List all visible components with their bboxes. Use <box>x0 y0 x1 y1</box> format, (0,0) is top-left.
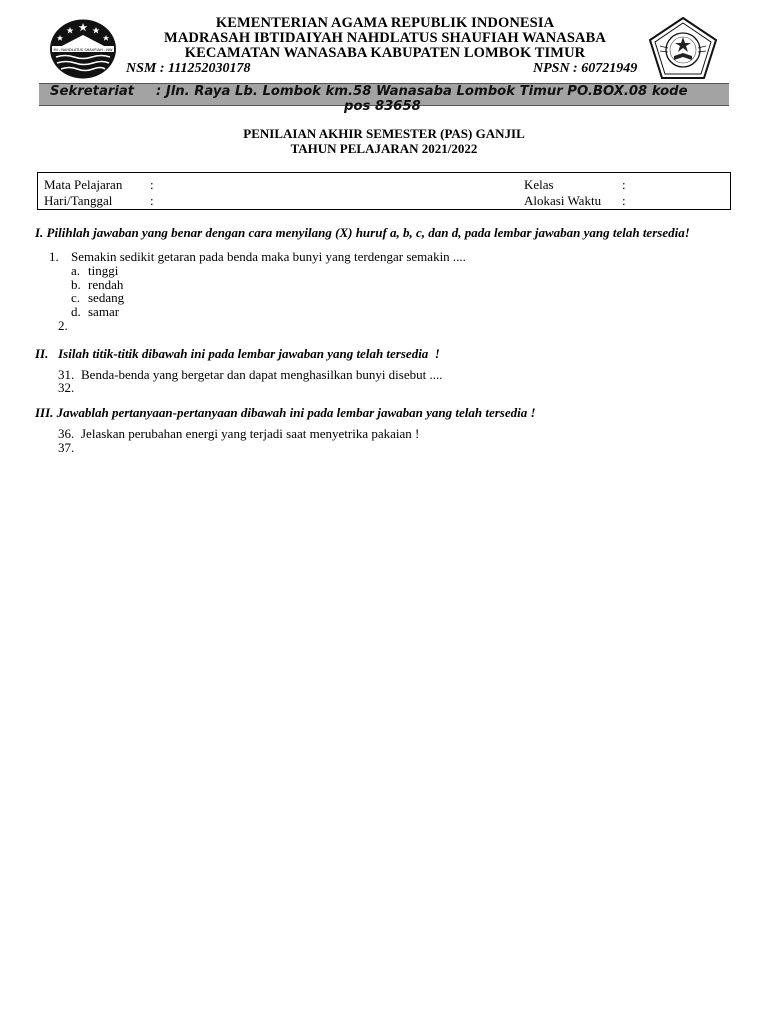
section2-instruction: II. Isilah titik-titik dibawah ini pada lembar jawaban yang telah tersedia ! <box>35 346 440 361</box>
header-ministry: KEMENTERIAN AGAMA REPUBLIK INDONESIA <box>215 15 555 31</box>
time-colon: : <box>622 193 626 208</box>
option-text: sedang <box>88 290 125 305</box>
question-1-number: 1. <box>49 249 59 264</box>
identity-box <box>37 172 731 210</box>
question-1-text: Semakin sedikit getaran pada benda maka bunyi yang terdengar semakin .... <box>71 249 466 264</box>
question-2-number: 2. <box>58 318 68 333</box>
header-nsm: NSM : 111252030178 <box>126 61 251 76</box>
class-label: Kelas <box>524 177 554 192</box>
option-d <box>71 304 119 320</box>
option-letter: c. <box>71 290 81 305</box>
question-37-number: 37. <box>58 440 75 455</box>
secretariat-postcode: pos 83658 <box>344 99 421 114</box>
secretariat-label: Sekretariat <box>50 84 135 99</box>
exam-year: TAHUN PELAJARAN 2021/2022 <box>290 141 478 156</box>
day-colon: : <box>150 193 154 208</box>
option-letter: d. <box>71 304 81 319</box>
exam-title: PENILAIAN AKHIR SEMESTER (PAS) GANJIL <box>243 126 525 141</box>
question-36-text: Jelaskan perubahan energi yang terjadi saat menyetrika pakaian ! <box>81 426 420 441</box>
option-text: rendah <box>88 277 124 292</box>
class-colon: : <box>622 177 626 192</box>
secretariat-text <box>50 84 722 114</box>
secretariat-address: : Jln. Raya Lb. Lombok km.58 Wanasaba Lombok Timur PO.BOX.08 kode <box>156 84 688 99</box>
question-36-number: 36. <box>58 426 75 441</box>
question-31-text: Benda-benda yang bergetar dan dapat menghasilkan bunyi disebut .... <box>81 367 443 382</box>
subject-colon: : <box>150 177 154 192</box>
question-32-number: 32. <box>58 380 75 395</box>
section1-instruction: I. Pilihlah jawaban yang benar dengan cara menyilang (X) huruf a, b, c, dan d, pada lembar jawaban yang telah tersedia! <box>35 225 690 240</box>
logo-text: MI - NAHDLATUS SHAUFIAH - NW <box>53 47 113 52</box>
question-31-number: 31. <box>58 367 75 382</box>
subject-label: Mata Pelajaran <box>44 177 123 192</box>
option-text: tinggi <box>88 263 119 278</box>
school-logo-icon <box>48 18 118 80</box>
option-letter: a. <box>71 263 81 278</box>
day-label: Hari/Tanggal <box>44 193 113 208</box>
header-district: KECAMATAN WANASABA KABUPATEN LOMBOK TIMUR <box>184 45 586 61</box>
header-school-name: MADRASAH IBTIDAIYAH NAHDLATUS SHAUFIAH WANASABA <box>164 30 606 46</box>
time-label: Alokasi Waktu <box>524 193 602 208</box>
section3-instruction: III. Jawablah pertanyaan-pertanyaan dibawah ini pada lembar jawaban yang telah tersedia ! <box>35 405 536 420</box>
option-letter: b. <box>71 277 81 292</box>
kemenag-emblem-icon <box>646 16 720 82</box>
option-text: samar <box>88 304 120 319</box>
header-npsn: NPSN : 60721949 <box>533 61 638 76</box>
